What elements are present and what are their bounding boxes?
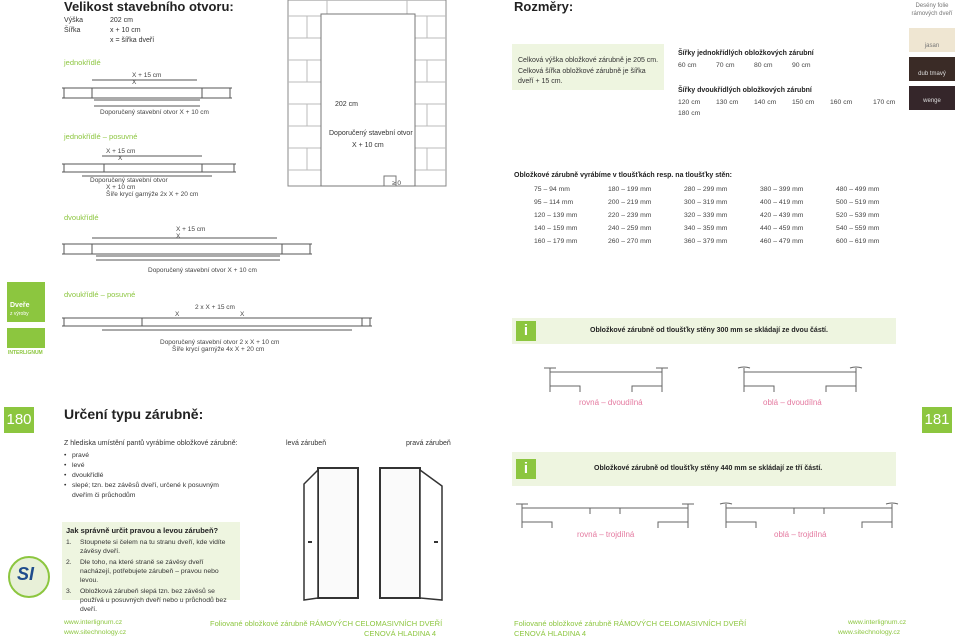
legend-vyska-label: Výška bbox=[64, 17, 84, 24]
logo-dvere: Dveře bbox=[10, 302, 30, 309]
width-item: 140 cm bbox=[754, 99, 777, 106]
width-item: 60 cm bbox=[678, 62, 697, 69]
urceni-intro: Z hlediska umístění pantů vyrábíme obložkové zárubně: bbox=[64, 440, 238, 447]
section-label-single-sliding: jednokřídlé – posuvné bbox=[64, 132, 138, 141]
step-item: 2. Dle toho, na které straně se závěsy dveří nacházejí, potřebujete zárubeň – pravou nebo levou. bbox=[66, 559, 219, 584]
legend-vyska-val: 202 cm bbox=[110, 17, 133, 24]
profile-label-3: rovná – trojdílná bbox=[577, 530, 635, 539]
footer-url1-left[interactable]: www.interlignum.cz bbox=[64, 619, 123, 626]
howto-title: Jak správně určit pravou a levou zárubeň? bbox=[66, 526, 219, 535]
howto-steps bbox=[66, 538, 236, 616]
width-item: 80 cm bbox=[754, 62, 773, 69]
info-icon: i bbox=[516, 459, 536, 479]
bullet-item: • pravé bbox=[64, 451, 224, 461]
swatch-title: Desény folie rámových dveří bbox=[911, 3, 953, 17]
single-widths-title: Šířky jednokřídlých obložkových zárubní bbox=[678, 50, 814, 57]
dim3-x: X bbox=[176, 233, 181, 240]
left-title: Velikost stavebního otvoru: bbox=[64, 0, 234, 14]
logo-brand: INTERLIGNUM bbox=[8, 350, 43, 356]
step-item: 1. Stoupnete si čelem na tu stranu dveří, kde vidíte závěsy dveří. bbox=[66, 539, 226, 555]
wall-rec-label: Doporučený stavební otvor bbox=[329, 130, 413, 137]
legend-sirka-label: Šířka bbox=[64, 27, 81, 34]
dim2-bottom1: Doporučený stavební otvor bbox=[90, 177, 168, 184]
wall-elevation bbox=[287, 0, 447, 188]
wall-side-label: ≥ 0 bbox=[392, 180, 401, 187]
thickness-title: Obložkové zárubně vyrábíme v tloušťkách resp. na tloušťky stěn: bbox=[514, 172, 732, 179]
swatch-dub-tmavy: dub tmavý bbox=[909, 57, 955, 81]
logo-vyroba: z výroby bbox=[10, 311, 29, 317]
footer-cat1-right: Foliované obložkové zárubně RÁMOVÝCH CELOMASIVNÍCH DVEŘÍ bbox=[514, 619, 747, 628]
section-label-single: jednokřídlé bbox=[64, 58, 101, 67]
swatch-jasan: jasan bbox=[909, 28, 955, 52]
footer-cat2-left: CENOVÁ HLADINA 4 bbox=[364, 629, 437, 638]
wall-rec-val: X + 10 cm bbox=[352, 142, 384, 149]
profile-label-4: oblá – trojdílná bbox=[774, 530, 827, 539]
right-door-label: pravá zárubeň bbox=[406, 440, 451, 447]
desc1: Celková výška obložkové zárubně je 205 cm. bbox=[518, 57, 659, 64]
info-icon: i bbox=[516, 321, 536, 341]
footer-cat2-right: CENOVÁ HLADINA 4 bbox=[514, 629, 587, 638]
section-label-double: dvoukřídlé bbox=[64, 213, 99, 222]
right-title: Rozměry: bbox=[514, 0, 574, 14]
wall-height-label: 202 cm bbox=[335, 101, 358, 108]
info2-text: Obložkové zárubně od tloušťky stěny 440 mm se skládají ze tří částí. bbox=[594, 465, 823, 472]
interlignum-logo bbox=[7, 282, 45, 366]
bullet-item: • slepé; tzn. bez závěsů dveří, určené k posuvným dveřím či průchodům bbox=[64, 481, 224, 501]
page-number-left: 180 bbox=[4, 407, 34, 433]
footer-url1-right[interactable]: www.interlignum.cz bbox=[848, 619, 907, 626]
profile-obla-trojdilna bbox=[716, 500, 902, 532]
width-item: 180 cm bbox=[678, 110, 701, 117]
swatch-wenge: wenge bbox=[909, 86, 955, 110]
bullet-item: • levé bbox=[64, 461, 224, 471]
width-item: 160 cm bbox=[830, 99, 853, 106]
step-item: 3. Obložková zárubeň slepá tzn. bez závěsů se používá u posuvných dveří nebo u průchodů bez dveří. bbox=[66, 588, 227, 613]
width-item: 130 cm bbox=[716, 99, 739, 106]
info1-text: Obložkové zárubně od tloušťky stěny 300 mm se skládají ze dvou částí. bbox=[590, 327, 828, 334]
width-item: 70 cm bbox=[716, 62, 735, 69]
double-widths-title: Šířky dvoukřídlých obložkových zárubní bbox=[678, 87, 812, 94]
dim1-x: X bbox=[132, 79, 137, 86]
urceni-bullets bbox=[64, 451, 224, 501]
left-door-label: levá zárubeň bbox=[286, 440, 327, 447]
width-item: 120 cm bbox=[678, 99, 701, 106]
dim4-x2: X bbox=[240, 311, 245, 318]
dim2-bottom3: Šíře krycí garnýže 2x X + 20 cm bbox=[106, 191, 199, 198]
width-item: 170 cm bbox=[873, 99, 896, 106]
dim1-bottom: Doporučený stavební otvor X + 10 cm bbox=[100, 109, 209, 116]
desc2: Celková šířka obložkové zárubně je šířka dveří + 15 cm. bbox=[518, 68, 646, 85]
urceni-title: Určení typu zárubně: bbox=[64, 406, 204, 422]
si-logo: SI bbox=[8, 556, 50, 598]
dim2-x: X bbox=[118, 155, 123, 162]
right-door-illustration bbox=[372, 462, 452, 602]
profile-label-2: oblá – dvoudílná bbox=[763, 398, 822, 407]
dim4-bottom2: Šíře krycí garnýže 4x X + 20 cm bbox=[172, 346, 265, 353]
profile-label-1: rovná – dvoudílná bbox=[579, 398, 643, 407]
width-item: 90 cm bbox=[792, 62, 811, 69]
dim3-top: X + 15 cm bbox=[176, 226, 206, 233]
floorplan-double-sliding bbox=[62, 312, 372, 338]
section-label-double-sliding: dvoukřídlé – posuvné bbox=[64, 290, 136, 299]
footer-cat1-left: Foliované obložkové zárubně RÁMOVÝCH CELOMASIVNÍCH DVEŘÍ bbox=[210, 619, 443, 628]
dim2-bottom2: X + 10 cm bbox=[106, 184, 136, 191]
legend-sirka-val: x + 10 cm bbox=[110, 27, 141, 34]
dim4-bottom1: Doporučený stavební otvor 2 x X + 10 cm bbox=[160, 339, 280, 346]
dim4-top: 2 x X + 15 cm bbox=[195, 304, 235, 311]
dim4-x1: X bbox=[175, 311, 180, 318]
page-number-right: 181 bbox=[922, 407, 952, 433]
footer-url2-right[interactable]: www.sitechnology.cz bbox=[838, 629, 901, 636]
dim1-top: X + 15 cm bbox=[132, 72, 162, 79]
thickness-table: 75 – 94 mm 180 – 199 mm 280 – 299 mm 380 – 399 mm 480 – 499 mm 95 – 114 mm 200 – 219 mm 300 – 319 mm 400 – 419 mm 500 – 519 mm 120 – 139 mm 220 – 239 mm 320 – 339 mm 420 – 439 mm 520 – 539 mm 140 – 159 mm 240 – 259 mm 340 – 359 mm 440 – 459 mm 540 – 559 mm 160 – 179 mm 260 – 270 mm 360 – 379 mm 460 – 479 mm 600 – 619 mm bbox=[534, 186, 880, 245]
profile-obla-dvoudilna bbox=[734, 364, 866, 396]
footer-url2-left[interactable]: www.sitechnology.cz bbox=[64, 629, 127, 636]
profile-rovna-trojdilna bbox=[512, 500, 698, 532]
dim3-bottom: Doporučený stavební otvor X + 10 cm bbox=[148, 267, 257, 274]
legend-x-def: x = šířka dveří bbox=[110, 37, 155, 44]
profile-rovna-dvoudilna bbox=[540, 364, 672, 396]
width-item: 150 cm bbox=[792, 99, 815, 106]
bullet-item: • dvoukřídlé bbox=[64, 471, 224, 481]
dim2-top: X + 15 cm bbox=[106, 148, 136, 155]
left-door-illustration bbox=[300, 462, 370, 602]
